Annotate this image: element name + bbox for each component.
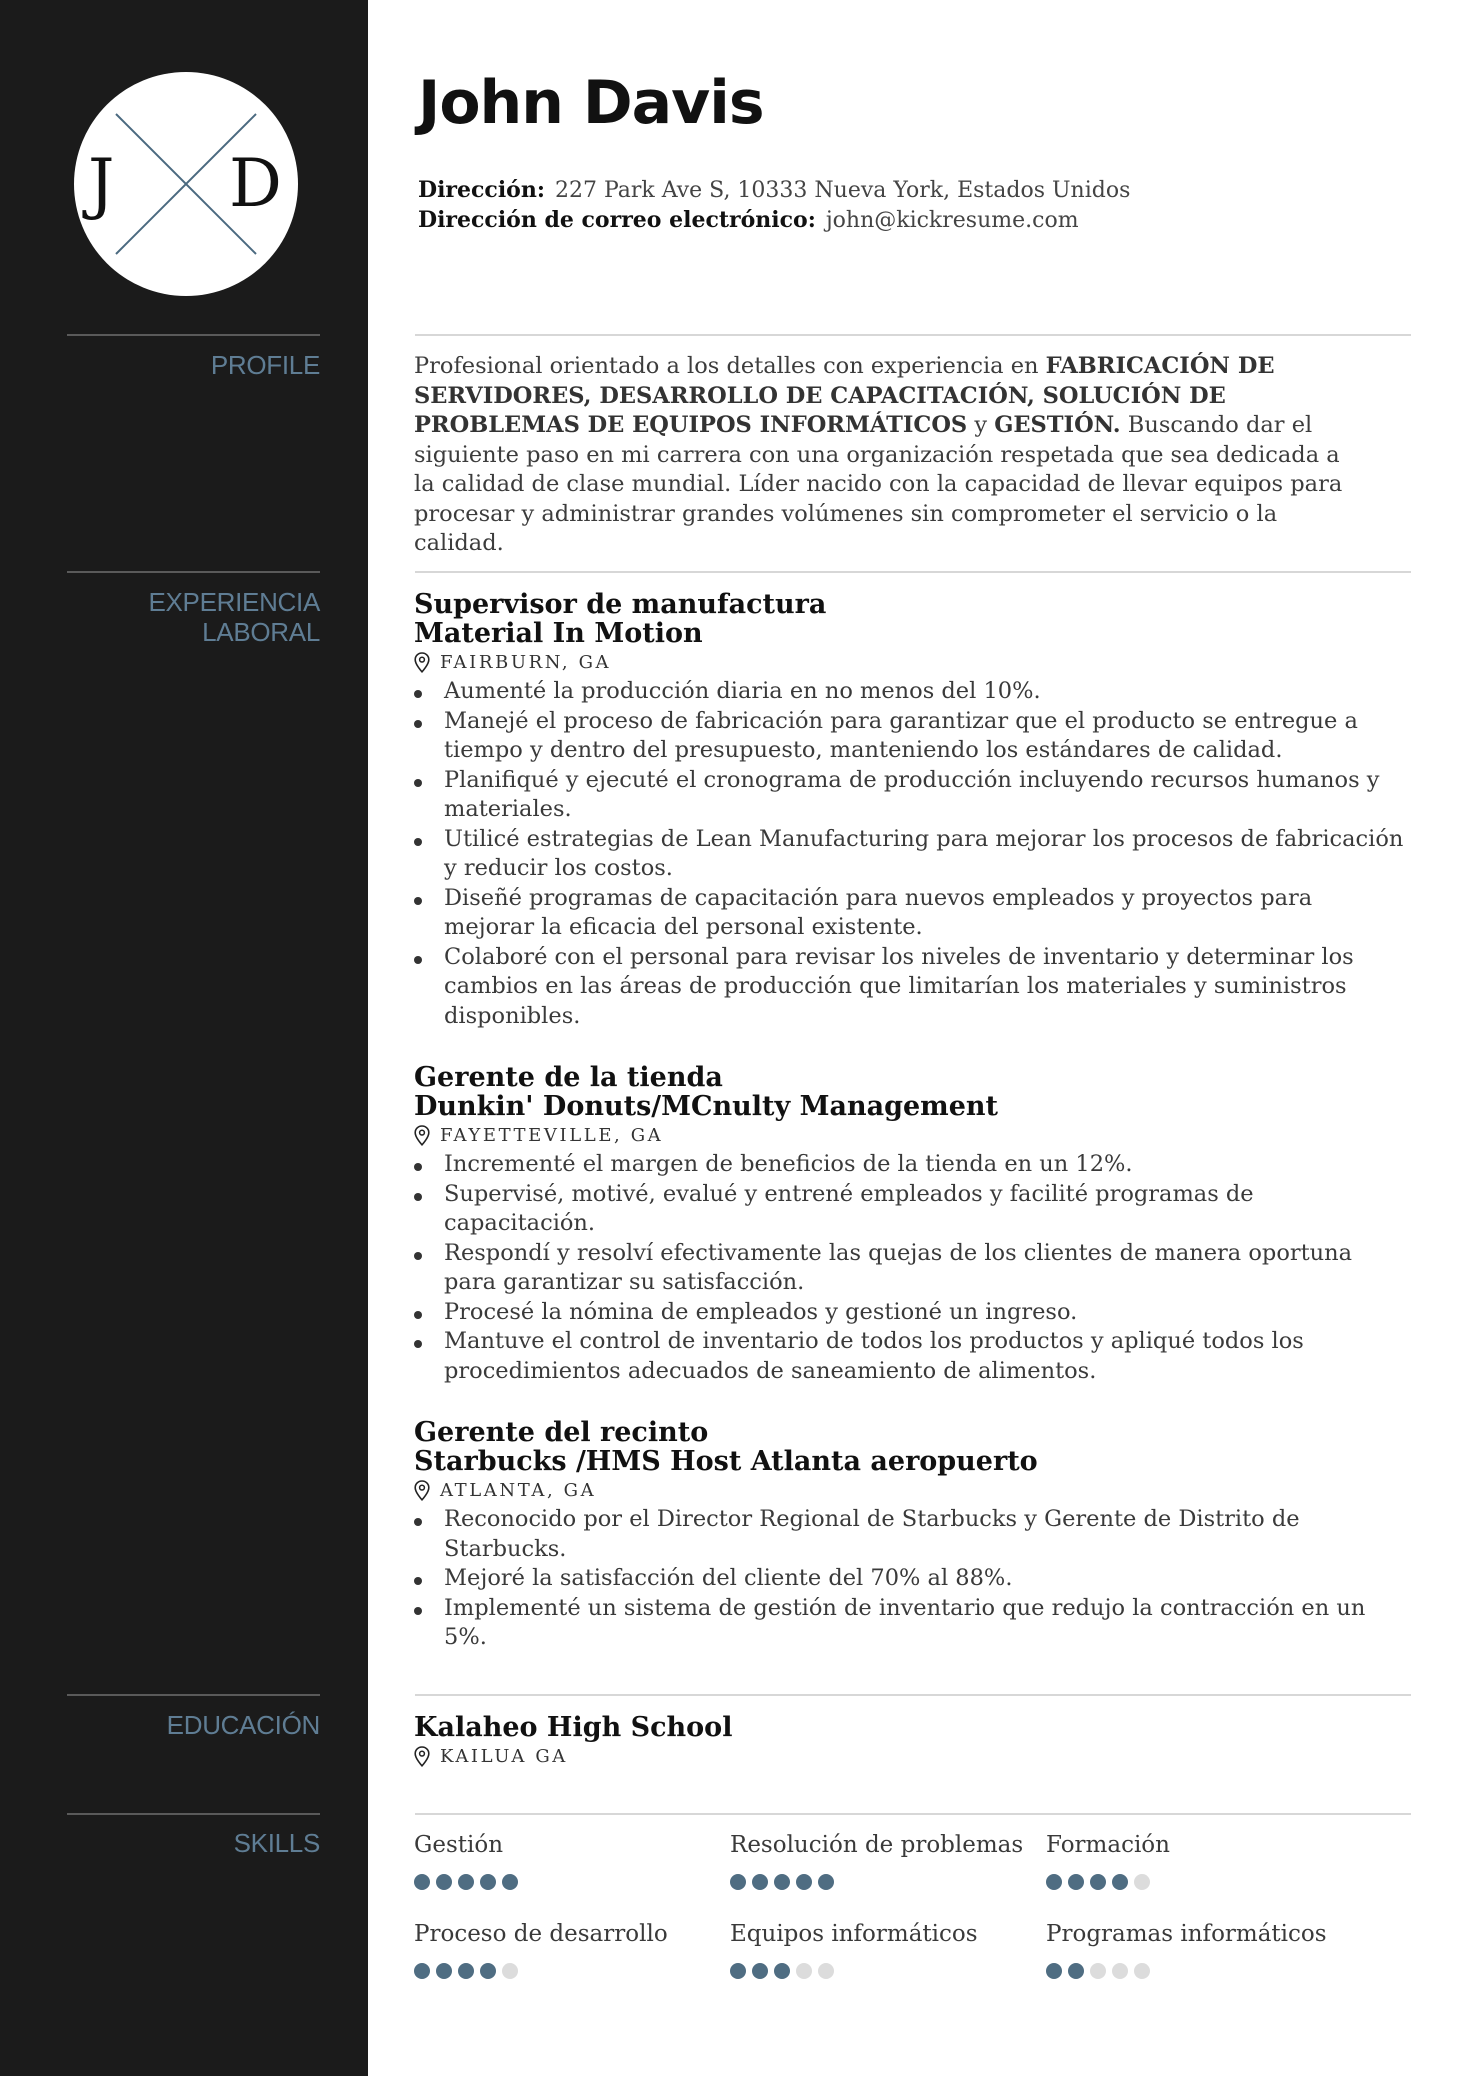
job-bullet: Planifiqué y ejecuté el cronograma de producción incluyendo recursos humanos y materiales. bbox=[414, 766, 1404, 825]
skill-dot-filled bbox=[458, 1963, 474, 1979]
skill-name: Programas informáticos bbox=[1046, 1921, 1327, 1947]
profile-highlight: GESTIÓN. bbox=[994, 412, 1121, 438]
job-bullet: Mejoré la satisfacción del cliente del 70% al 88%. bbox=[414, 1564, 1404, 1594]
skill-name: Resolución de problemas bbox=[730, 1832, 1024, 1858]
job-bullet: Aumenté la producción diaria en no menos del 10%. bbox=[414, 677, 1404, 707]
section-title-experience-line2: LABORAL bbox=[202, 617, 320, 647]
section-title-skills: SKILLS bbox=[233, 1828, 320, 1858]
job-location bbox=[414, 648, 1404, 677]
job-bullet: Procesé la nómina de empleados y gestioné un ingreso. bbox=[414, 1298, 1404, 1328]
job-bullets bbox=[414, 1150, 1404, 1386]
skill-dot-filled bbox=[458, 1874, 474, 1890]
skill-dot-filled bbox=[1068, 1874, 1084, 1890]
contact-email-row bbox=[418, 205, 1079, 236]
job-bullet: Implementé un sistema de gestión de inventario que redujo la contracción en un 5%. bbox=[414, 1594, 1404, 1653]
skill-dot-filled bbox=[436, 1874, 452, 1890]
section-title-experience-line1: EXPERIENCIA bbox=[148, 587, 320, 617]
job-bullet: Utilicé estrategias de Lean Manufacturing para mejorar los procesos de fabricación y reducir los costos. bbox=[414, 825, 1404, 884]
skill-dot-filled bbox=[796, 1874, 812, 1890]
address-label: Dirección: bbox=[418, 177, 545, 203]
skill-dot-filled bbox=[752, 1874, 768, 1890]
sidebar-divider bbox=[67, 334, 320, 336]
candidate-name: John Davis bbox=[418, 68, 764, 138]
job-bullet: Supervisé, motivé, evalué y entrené empleados y facilité programas de capacitación. bbox=[414, 1180, 1404, 1239]
location-pin-icon bbox=[414, 1746, 430, 1767]
job-entry bbox=[414, 590, 1404, 1031]
profile-text: Profesional orientado a los detalles con experiencia en bbox=[414, 353, 1046, 379]
job-title: Gerente de la tienda bbox=[414, 1062, 723, 1093]
job-bullet: Colaboré con el personal para revisar los niveles de inventario y determinar los cambios en las áreas de producción que limitarían los materiales y suministros disponibles. bbox=[414, 943, 1404, 1032]
sidebar-divider bbox=[67, 571, 320, 573]
school-location bbox=[414, 1742, 732, 1771]
location-pin-icon bbox=[414, 652, 430, 673]
section-divider bbox=[415, 334, 1411, 336]
skill-rating bbox=[414, 1874, 714, 1890]
job-company: Starbucks /HMS Host Atlanta aeropuerto bbox=[414, 1446, 1038, 1477]
job-title: Gerente del recinto bbox=[414, 1417, 709, 1448]
job-bullets bbox=[414, 677, 1404, 1031]
skill-dot-empty bbox=[1090, 1963, 1106, 1979]
contact-address-row bbox=[418, 175, 1130, 206]
skill-dot-filled bbox=[414, 1874, 430, 1890]
location-pin-icon bbox=[414, 1125, 430, 1146]
skill-name: Gestión bbox=[414, 1832, 504, 1858]
job-bullet: Manejé el proceso de fabricación para garantizar que el producto se entregue a tiempo y dentro del presupuesto, manteniendo los estándares de calidad. bbox=[414, 707, 1404, 766]
job-bullet: Diseñé programas de capacitación para nuevos empleados y proyectos para mejorar la eficacia del personal existente. bbox=[414, 884, 1404, 943]
location-pin-icon bbox=[414, 1480, 430, 1501]
school-location-text: KAILUA GA bbox=[440, 1746, 568, 1767]
skill-dot-filled bbox=[414, 1963, 430, 1979]
profile-summary bbox=[414, 352, 1359, 559]
job-entry bbox=[414, 1063, 1404, 1386]
email-label: Dirección de correo electrónico: bbox=[418, 207, 816, 233]
skill-item bbox=[414, 1830, 714, 1890]
skill-dot-filled bbox=[730, 1963, 746, 1979]
skill-name: Equipos informáticos bbox=[730, 1921, 978, 1947]
skill-dot-filled bbox=[480, 1874, 496, 1890]
section-divider bbox=[415, 571, 1411, 573]
job-location bbox=[414, 1476, 1404, 1505]
job-location-text: ATLANTA, GA bbox=[440, 1480, 597, 1501]
skill-dot-empty bbox=[818, 1963, 834, 1979]
section-divider bbox=[415, 1694, 1411, 1696]
address-value: 227 Park Ave S, 10333 Nueva York, Estados Unidos bbox=[554, 178, 1131, 203]
skill-rating bbox=[1046, 1963, 1346, 1979]
job-bullet: Respondí y resolví efectivamente las quejas de los clientes de manera oportuna para garantizar su satisfacción. bbox=[414, 1239, 1404, 1298]
section-title-education: EDUCACIÓN bbox=[166, 1710, 320, 1740]
skill-item bbox=[1046, 1830, 1346, 1890]
profile-highlight: FABRICACIÓN DE SERVIDORES, DESARROLLO DE CAPACITACIÓN, SOLUCIÓN DE PROBLEMAS DE EQUIPOS INFORMÁTICOS bbox=[414, 353, 1275, 438]
monogram-logo bbox=[74, 72, 298, 296]
section-title-profile: PROFILE bbox=[210, 350, 320, 380]
job-location-text: FAYETTEVILLE, GA bbox=[440, 1125, 664, 1146]
skill-item bbox=[730, 1830, 1030, 1890]
job-title: Supervisor de manufactura bbox=[414, 589, 827, 620]
job-company: Material In Motion bbox=[414, 618, 703, 649]
skill-dot-filled bbox=[1068, 1963, 1084, 1979]
skill-dot-empty bbox=[1134, 1874, 1150, 1890]
skill-rating bbox=[730, 1874, 1030, 1890]
skill-dot-filled bbox=[502, 1874, 518, 1890]
job-bullet: Incrementé el margen de beneficios de la tienda en un 12%. bbox=[414, 1150, 1404, 1180]
profile-text: y bbox=[967, 412, 995, 438]
job-bullets bbox=[414, 1505, 1404, 1653]
skill-dot-filled bbox=[480, 1963, 496, 1979]
skill-name: Formación bbox=[1046, 1832, 1170, 1858]
skill-dot-empty bbox=[502, 1963, 518, 1979]
skill-name: Proceso de desarrollo bbox=[414, 1921, 668, 1947]
skill-item bbox=[414, 1919, 714, 1979]
skill-item bbox=[730, 1919, 1030, 1979]
job-company: Dunkin' Donuts/MCnulty Management bbox=[414, 1091, 999, 1122]
job-location bbox=[414, 1121, 1404, 1150]
skill-dot-filled bbox=[818, 1874, 834, 1890]
section-divider bbox=[415, 1813, 1411, 1815]
sidebar bbox=[0, 0, 368, 2076]
skill-dot-filled bbox=[774, 1963, 790, 1979]
sidebar-divider bbox=[67, 1813, 320, 1815]
email-value[interactable]: john@kickresume.com bbox=[825, 208, 1079, 233]
skill-dot-filled bbox=[436, 1963, 452, 1979]
skill-dot-filled bbox=[752, 1963, 768, 1979]
skill-dot-empty bbox=[1134, 1963, 1150, 1979]
job-location-text: FAIRBURN, GA bbox=[440, 652, 612, 673]
skill-rating bbox=[730, 1963, 1030, 1979]
job-bullet: Reconocido por el Director Regional de Starbucks y Gerente de Distrito de Starbucks. bbox=[414, 1505, 1404, 1564]
school-name: Kalaheo High School bbox=[414, 1712, 733, 1743]
skill-dot-filled bbox=[1046, 1874, 1062, 1890]
monogram-initial-right: D bbox=[229, 145, 282, 222]
skill-rating bbox=[414, 1963, 714, 1979]
skill-item bbox=[1046, 1919, 1346, 1979]
skill-rating bbox=[1046, 1874, 1346, 1890]
job-entry bbox=[414, 1418, 1404, 1653]
education-entry bbox=[414, 1713, 732, 1771]
skill-dot-filled bbox=[730, 1874, 746, 1890]
skill-dot-empty bbox=[1112, 1963, 1128, 1979]
monogram-initial-left: J bbox=[88, 145, 115, 222]
sidebar-divider bbox=[67, 1694, 320, 1696]
skill-dot-filled bbox=[1112, 1874, 1128, 1890]
skill-dot-empty bbox=[796, 1963, 812, 1979]
skill-dot-filled bbox=[774, 1874, 790, 1890]
skill-dot-filled bbox=[1090, 1874, 1106, 1890]
job-bullet: Mantuve el control de inventario de todos los productos y apliqué todos los procedimientos adecuados de saneamiento de alimentos. bbox=[414, 1327, 1404, 1386]
profile-text: Buscando dar el siguiente paso en mi carrera con una organización respetada que sea dedicada a la calidad de clase mundial. Líder nacido con la capacidad de llevar equipos para procesar y administrar grandes volúmenes sin comprometer el servicio o la calidad. bbox=[414, 412, 1343, 556]
skill-dot-filled bbox=[1046, 1963, 1062, 1979]
